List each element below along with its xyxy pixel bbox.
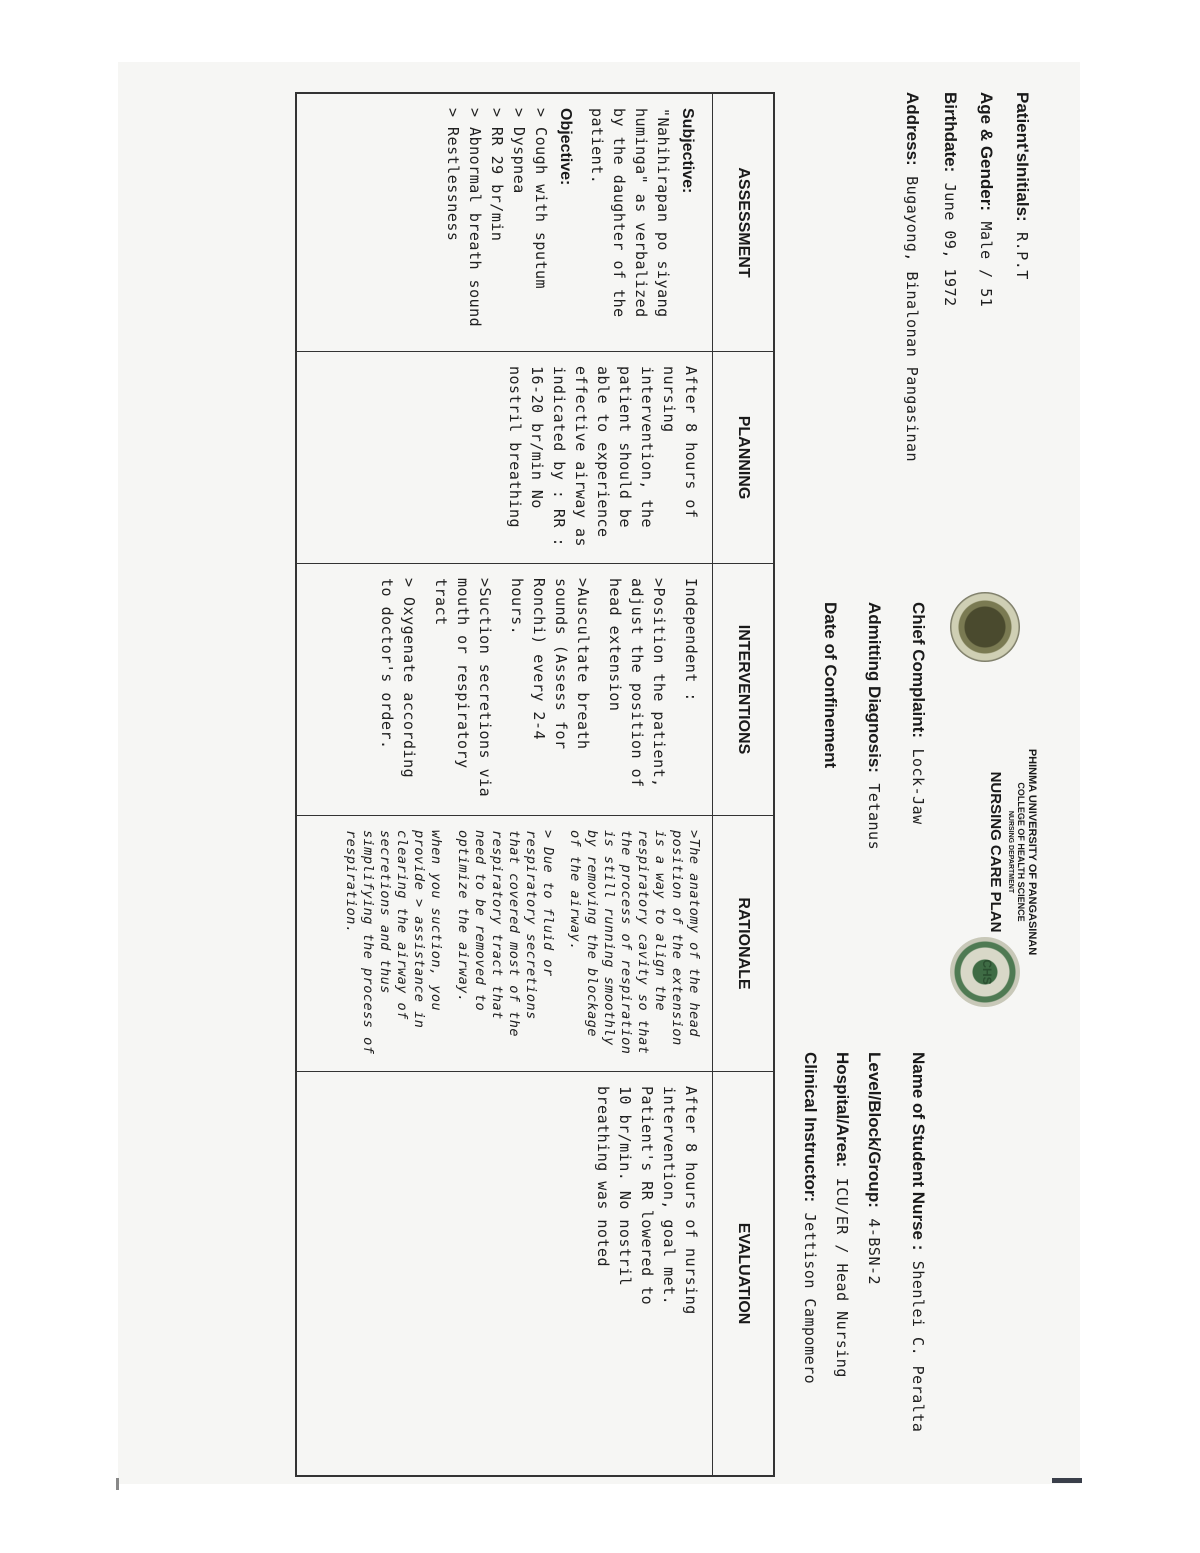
- subjective-text: "Nahihirapan po siyang huminga" as verbalized by the daughter of the patient.: [588, 108, 672, 318]
- age-gender-label: Age & Gender:: [977, 92, 996, 212]
- level-value: 4-BSN-2: [865, 1218, 883, 1286]
- objective-item: > Abnormal breath sound: [466, 108, 484, 328]
- chief-complaint-label: Chief Complaint:: [909, 602, 928, 738]
- assessment-column: [297, 94, 773, 352]
- birthdate-value: June 09, 1972: [941, 182, 959, 307]
- rationale-item: when you suction, you provide > assistance in clearing the airway of secretions and thus simplifying the process of respiration.: [343, 830, 444, 1055]
- admitting-diagnosis-label: Admitting Diagnosis:: [865, 602, 884, 773]
- birthdate-label: Birthdate:: [941, 92, 960, 173]
- hospital-label: Hospital/Area:: [833, 1052, 852, 1168]
- patient-address: [902, 92, 922, 462]
- header-interventions: INTERVENTIONS: [712, 564, 773, 815]
- patient-initials: [1012, 92, 1032, 280]
- admitting-diagnosis-value: Tetanus: [865, 783, 883, 851]
- chs-logo-text: CHS: [980, 959, 994, 985]
- interventions-column: [297, 564, 773, 816]
- chief-complaint: [908, 602, 928, 825]
- instructor-value: Jettison Campomero: [801, 1212, 819, 1385]
- subjective-label: Subjective:: [679, 108, 696, 194]
- student-nurse: [908, 1052, 928, 1432]
- header-assessment: ASSESSMENT: [712, 94, 773, 351]
- intervention-item: >Auscultate breath sounds (Assess for Ronchi) every 2-4 hours.: [508, 578, 592, 750]
- intervention-item: >Position the patient, adjust the position of head extension: [606, 578, 668, 788]
- objective-item: > Dyspnea: [510, 108, 528, 194]
- initials-value: R.P.T: [1013, 232, 1031, 280]
- objective-label: Objective:: [557, 108, 574, 186]
- initials-label: Patient'sInitials:: [1013, 92, 1032, 222]
- address-value: Bugayong, Binalonan Pangasinan: [903, 176, 921, 463]
- header-evaluation: EVALUATION: [712, 1072, 773, 1475]
- patient-birthdate: [940, 92, 960, 307]
- interventions-cell: [356, 564, 712, 815]
- care-plan-table: [295, 92, 775, 1477]
- evaluation-column: [297, 1072, 773, 1475]
- evaluation-cell: After 8 hours of nursing intervention, goal met. Patient's RR lowered to 10 br/min. No nostril breathing was noted: [594, 1086, 700, 1315]
- age-gender-value: Male / 51: [977, 221, 995, 308]
- rationale-column: [297, 816, 773, 1072]
- header-rationale: RATIONALE: [712, 816, 773, 1071]
- level-label: Level/Block/Group:: [865, 1052, 884, 1208]
- date-confinement-label: Date of Confinement: [821, 602, 840, 769]
- objective-item: > Restlessness: [444, 108, 462, 242]
- hospital-area: [832, 1052, 852, 1378]
- rationale-item: >The anatomy of the head position of the extension is a way to align the respiratory cavity so that the process of respiration is still running smoothly by removing the blockage of the airway.: [567, 830, 702, 1055]
- admitting-diagnosis: [864, 602, 884, 850]
- header-planning: PLANNING: [712, 352, 773, 563]
- college-name: COLLEGE OF HEALTH SCIENCE: [1016, 782, 1026, 922]
- rationale-item: > Due to fluid or respiratory secretions that covered most of the respiratory tract that need to be removed to optimize the airway.: [455, 830, 556, 1038]
- instructor-label: Clinical Instructor:: [801, 1052, 820, 1203]
- student-name-value: Shenlei C. Peralta: [909, 1260, 927, 1433]
- rationale-cell: [322, 816, 712, 1071]
- student-name-label: Name of Student Nurse :: [909, 1052, 928, 1251]
- department-name: NURSING DEPARTMENT: [1007, 810, 1014, 894]
- university-name: PHINMA UNIVERSITY OF PANGASINAN: [1026, 748, 1038, 956]
- assessment-cell: [432, 94, 712, 351]
- address-label: Address:: [903, 92, 922, 166]
- care-plan-page: [80, 92, 1040, 1482]
- patient-age-gender: [976, 92, 996, 307]
- intervention-item: >Suction secretions via mouth or respiratory tract: [432, 578, 494, 798]
- date-of-confinement: [820, 602, 840, 774]
- chief-complaint-value: Lock-Jaw: [909, 748, 927, 825]
- planning-column: [297, 352, 773, 564]
- planning-cell: After 8 hours of nursing intervention, the patient should be able to experience effective airway as indicated by : RR : 16-20 br/min No nostril breathing: [506, 366, 700, 548]
- objective-item: > RR 29 br/min: [488, 108, 506, 242]
- interventions-label: Independent :: [682, 578, 700, 702]
- clinical-instructor: [800, 1052, 820, 1384]
- objective-item: > Cough with sputum: [532, 108, 550, 290]
- hospital-value: ICU/ER / Head Nursing: [833, 1177, 851, 1378]
- chs-logo-icon: [950, 937, 1020, 1007]
- scanner-edge-mark: [1052, 1478, 1082, 1483]
- university-seal-icon: [950, 592, 1020, 662]
- level-block-group: [864, 1052, 884, 1285]
- page-title: NURSING CARE PLAN: [987, 771, 1004, 933]
- intervention-item: > Oxygenate according to doctor's order.: [378, 578, 418, 779]
